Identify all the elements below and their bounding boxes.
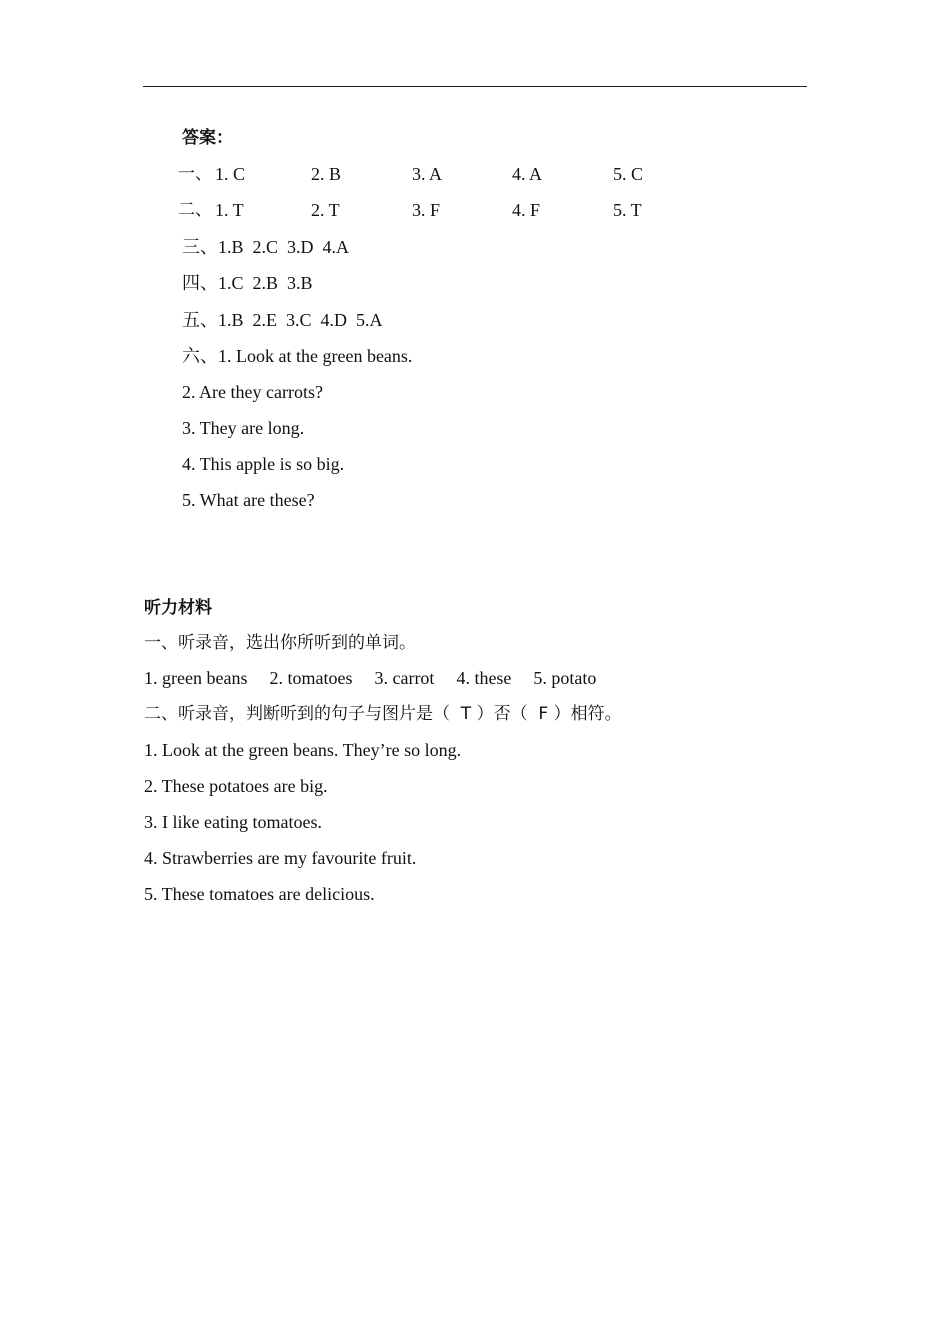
listening-part-2-title: 二、听录音，判断听到的句子与图片是（ T ）否（ F ）相符。 [144, 704, 622, 724]
answer-section-3: 三、1.B 2.C 3.D 4.A [182, 237, 350, 257]
section-1-item: 4. A [512, 164, 543, 184]
answer-section-6-first: 六、1. Look at the green beans. [182, 346, 413, 366]
word-item: 2. tomatoes [269, 668, 353, 688]
section-2-item: 1. T [215, 200, 244, 220]
header-rule [143, 86, 807, 87]
answer-section-6-line: 3. They are long. [182, 418, 305, 438]
listening-sentence: 3. I like eating tomatoes. [144, 812, 322, 832]
word-item: 4. these [456, 668, 512, 688]
section-1-item: 1. C [215, 164, 246, 184]
listening-heading: 听力材料 [144, 598, 212, 618]
answer-section-6-line: 5. What are these? [182, 490, 315, 510]
section-2-item: 3. F [412, 200, 441, 220]
section-2-item: 4. F [512, 200, 541, 220]
listening-sentence: 2. These potatoes are big. [144, 776, 328, 796]
listening-part-1-title: 一、听录音，选出你所听到的单词。 [144, 633, 416, 653]
section-2-prefix: 二、 [178, 200, 212, 220]
listening-sentence: 4. Strawberries are my favourite fruit. [144, 848, 417, 868]
answer-section-4: 四、1.C 2.B 3.B [182, 273, 313, 293]
section-1-item: 2. B [311, 164, 342, 184]
listening-sentence: 5. These tomatoes are delicious. [144, 884, 375, 904]
section-1-item: 5. C [613, 164, 644, 184]
section-1-item: 3. A [412, 164, 443, 184]
answer-section-6-line: 4. This apple is so big. [182, 454, 345, 474]
section-1-prefix: 一、 [178, 164, 212, 184]
answer-section-6-line: 2. Are they carrots? [182, 382, 323, 402]
section-2-item: 2. T [311, 200, 340, 220]
answers-heading: 答案： [182, 128, 233, 148]
answer-section-5: 五、1.B 2.E 3.C 4.D 5.A [182, 310, 383, 330]
listening-part-1-words [144, 667, 596, 689]
listening-sentence: 1. Look at the green beans. They’re so long. [144, 740, 462, 760]
word-item: 3. carrot [374, 668, 435, 688]
section-2-item: 5. T [613, 200, 642, 220]
word-item: 5. potato [533, 668, 597, 688]
word-item: 1. green beans [144, 668, 248, 688]
